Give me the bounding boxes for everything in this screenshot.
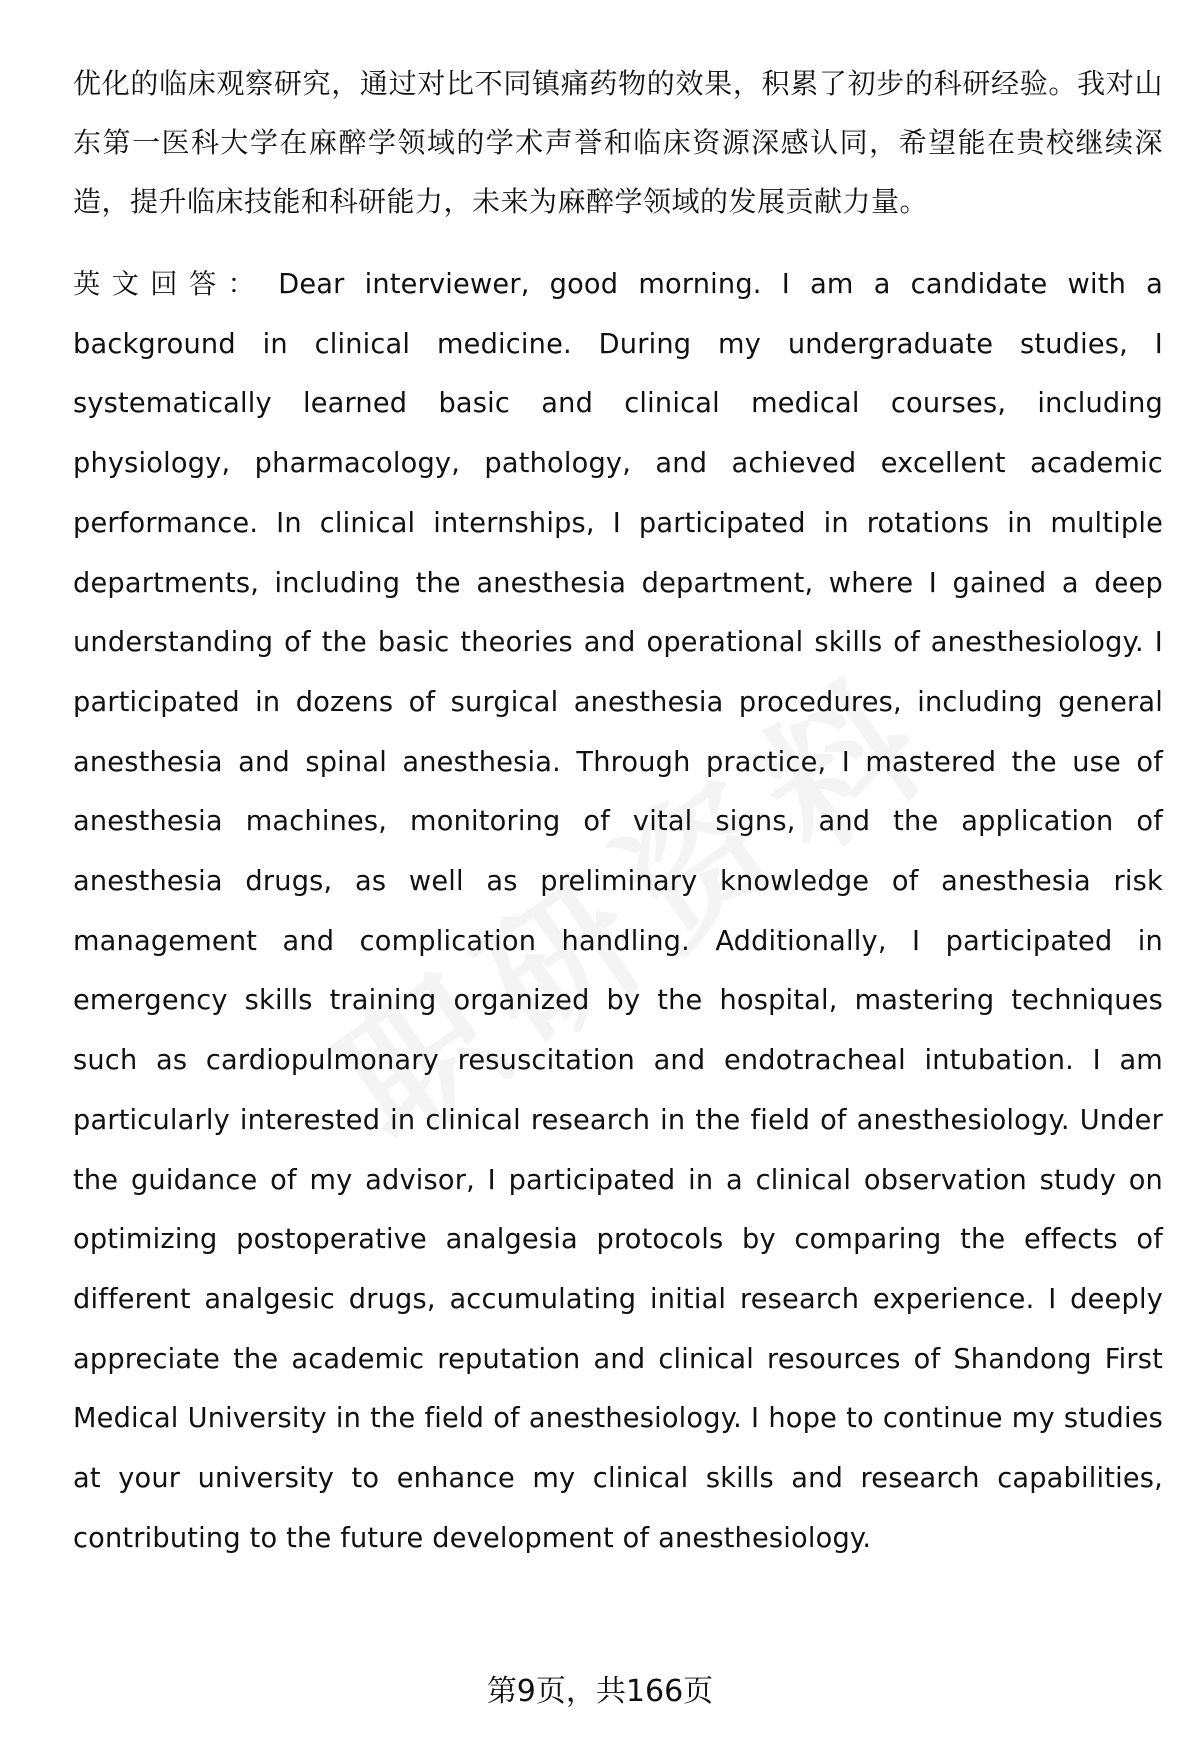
english-answer-text: Dear interviewer, good morning. I am a candidate with a background in clinical medicine. During my undergraduate studies, I systematically learned basic and clinical medical courses, including physiology, pharmacology, pathology, and achieved excellent academic performance. In clinical internships, I participated in rotations in multiple departments, including the anesthesia department, where I gained a deep understanding of the basic theories and operational skills of anesthesiology. I participated in dozens of surgical anesthesia procedures, including general anesthesia and spinal anesthesia. Through practice, I mastered the use of anesthesia machines, monitoring of vital signs, and the application of anesthesia drugs, as well as preliminary knowledge of anesthesia risk management and complication handling. Additionally, I participated in emergency skills training organized by the hospital, mastering techniques such as cardiopulmonary resuscitation and endotracheal intubation. I am particularly interested in clinical research in the field of anesthesiology. Under the guidance of my advisor, I participated in a clinical observation study on optimizing postoperative analgesia protocols by comparing the effects of different analgesic drugs, accumulating initial research experience. I deeply appreciate the academic reputation and clinical resources of Shandong First Medical University in the field of anesthesiology. I hope to continue my studies at your university to enhance my clinical skills and research capabilities, contributing to the future development of anesthesiology.: [73, 269, 1163, 1554]
english-answer-paragraph: [73, 255, 1163, 1568]
page-number: 第9页，共166页: [486, 1674, 714, 1709]
document-body: [73, 54, 1163, 1568]
english-answer-label: 英文回答：: [73, 269, 267, 300]
chinese-paragraph: 优化的临床观察研究，通过对比不同镇痛药物的效果，积累了初步的科研经验。我对山东第一医科大学在麻醉学领域的学术声誉和临床资源深感认同，希望能在贵校继续深造，提升临床技能和科研能力，未来为麻醉学领域的发展贡献力量。: [73, 67, 1163, 218]
